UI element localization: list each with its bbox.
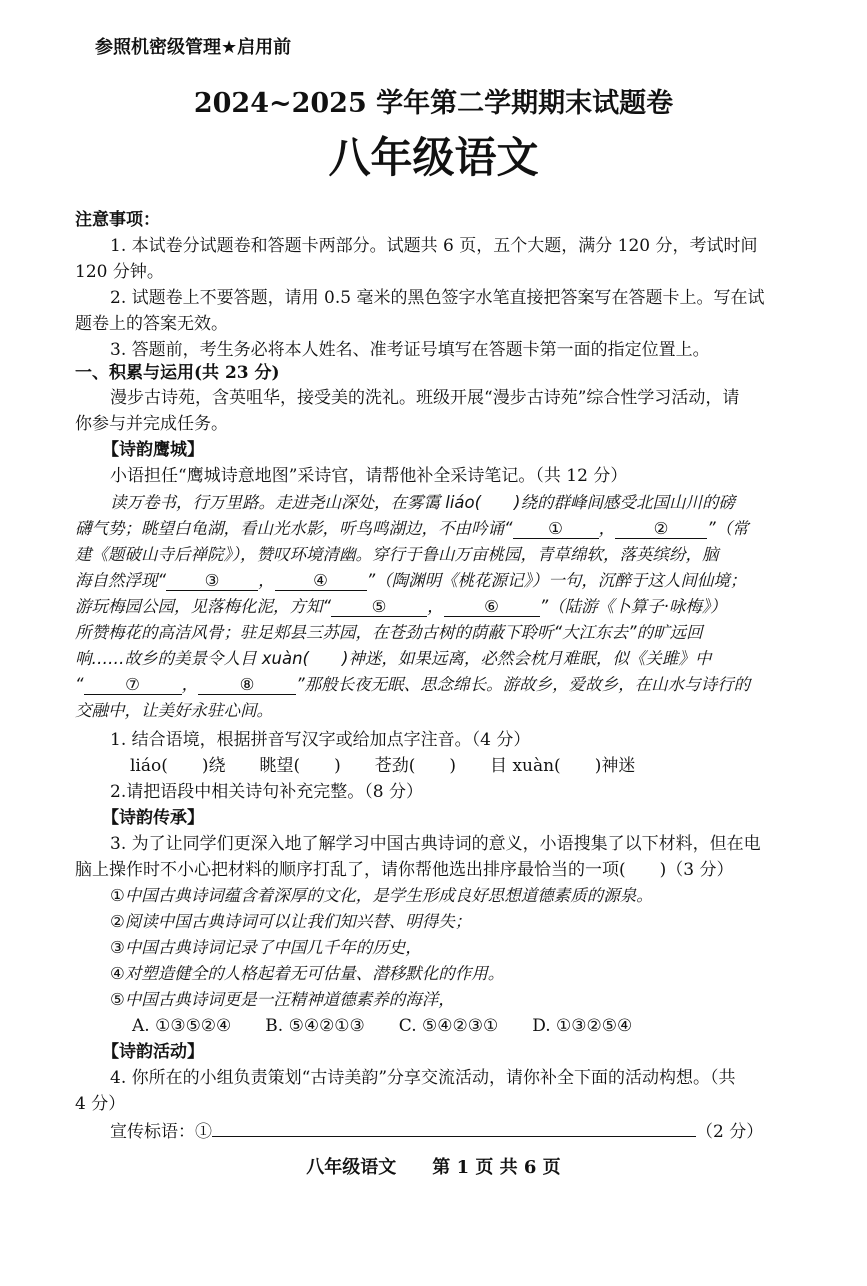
blank-8[interactable]: ⑧ xyxy=(198,676,296,695)
notice-item-1: 1. 本试卷分试题卷和答题卡两部分。试题共 6 页，五个大题，满分 120 分，考试时间 xyxy=(110,236,758,256)
notice-item-1-cont: 120 分钟。 xyxy=(75,262,164,282)
passage-line-1: 读万卷书，行万里路。走进尧山深处，在雾霭 liáo( )绕的群峰间感受北国山川的磅 xyxy=(110,493,735,512)
passage-line-9: 交融中，让美好永驻心间。 xyxy=(75,701,273,720)
question-4-cont: 4 分） xyxy=(75,1094,126,1114)
passage-line-6: 所赞梅花的高洁风骨；驻足郏县三苏园，在苍劲古树的荫蔽下聆听“大江东去”的旷远回 xyxy=(75,623,703,642)
subject-title: 八年级语文 xyxy=(328,133,539,182)
notice-item-2: 2. 试题卷上不要答题，请用 0.5 毫米的黑色签字水笔直接把答案写在答题卡上。写在试 xyxy=(110,288,765,308)
blank-5[interactable]: ⑤ xyxy=(331,598,427,617)
slogan-label: 宣传标语：① xyxy=(110,1122,212,1142)
notice-item-2-cont: 题卷上的答案无效。 xyxy=(75,314,228,334)
passage-line-4: 海自然浮现“ ③ ， ④ ”（陶渊明《桃花源记》）一句，沉醉于这人间仙境； xyxy=(75,571,747,590)
material-3: ③中国古典诗词记录了中国几千年的历史， xyxy=(110,938,422,957)
blank-3[interactable]: ③ xyxy=(166,572,258,591)
blank-4[interactable]: ④ xyxy=(275,572,367,591)
blank-1[interactable]: ① xyxy=(513,520,599,539)
passage-line-5: 游玩梅园公园，见落梅化泥，方知“ ⑤ ， ⑥ ”（陆游《卜算子·咏梅》） xyxy=(75,597,727,616)
answer-options: A. ①③⑤②④ B. ⑤④②①③ C. ⑤④②③① D. ①③②⑤④ xyxy=(132,1016,633,1036)
subsection-heading-2: 【诗韵传承】 xyxy=(102,808,204,828)
subsection-heading-1: 【诗韵鹰城】 xyxy=(102,440,204,460)
blank-2[interactable]: ② xyxy=(615,520,707,539)
slogan-score: （2 分） xyxy=(696,1122,764,1142)
section-intro: 漫步古诗苑，含英咀华，接受美的洗礼。班级开展“漫步古诗苑”综合性学习活动，请 xyxy=(110,388,740,408)
blank-7[interactable]: ⑦ xyxy=(84,676,182,695)
material-4: ④对塑造健全的人格起着无可估量、潜移默化的作用。 xyxy=(110,964,505,983)
passage-line-2: 礴气势；眺望白龟湖，看山光水影，听鸟鸣湖边，不由吟诵“ ① ， ② ”（常 xyxy=(75,519,749,538)
slogan-row xyxy=(110,1120,763,1142)
slogan-answer-line[interactable] xyxy=(212,1120,696,1137)
question-3: 3. 为了让同学们更深入地了解学习中国古典诗词的意义，小语搜集了以下材料，但在电 xyxy=(110,834,761,854)
notice-item-3: 3. 答题前，考生务必将本人姓名、准考证号填写在答题卡第一面的指定位置上。 xyxy=(110,340,710,360)
material-1: ①中国古典诗词蕴含着深厚的文化，是学生形成良好思想道德素质的源泉。 xyxy=(110,886,653,905)
section-heading: 一、积累与运用(共 23 分) xyxy=(75,363,280,383)
subsection-heading-3: 【诗韵活动】 xyxy=(102,1042,204,1062)
passage-line-8: “ ⑦ ， ⑧ ”那般长夜无眠、思念绵长。游故乡，爱故乡，在山水与诗行的 xyxy=(75,675,751,694)
exam-title: 2024~2025 学年第二学期期末试题卷 xyxy=(193,88,674,119)
task-1-prompt: 小语担任“鹰城诗意地图”采诗官，请帮他补全采诗笔记。（共 12 分） xyxy=(110,466,628,486)
page-footer: 八年级语文 第 1 页 共 6 页 xyxy=(306,1157,561,1178)
passage-line-3: 建《题破山寺后禅院》），赞叹环境清幽。穿行于鲁山万亩桃园，青草绵软，落英缤纷，脑 xyxy=(75,545,719,564)
question-1-items: liáo( )绕 眺望( ) 苍劲( ) 目 xuàn( )神迷 xyxy=(130,756,636,776)
question-1: 1. 结合语境，根据拼音写汉字或给加点字注音。（4 分） xyxy=(110,730,531,750)
material-5: ⑤中国古典诗词更是一汪精神道德素养的海洋， xyxy=(110,990,455,1009)
passage-line-7: 响……故乡的美景令人目 xuàn( )神迷，如果远离，必然会枕月难眠，似《关雎》中 xyxy=(75,649,712,668)
question-4: 4. 你所在的小组负责策划“古诗美韵”分享交流活动，请你补全下面的活动构想。（共 xyxy=(110,1068,736,1088)
question-2: 2.请把语段中相关诗句补充完整。（8 分） xyxy=(110,782,423,802)
material-2: ②阅读中国古典诗词可以让我们知兴替、明得失； xyxy=(110,912,472,931)
blank-6[interactable]: ⑥ xyxy=(444,598,540,617)
section-intro-cont: 你参与并完成任务。 xyxy=(75,414,228,434)
confidential-label: 参照机密级管理★启用前 xyxy=(95,37,292,58)
question-3-cont: 脑上操作时不小心把材料的顺序打乱了，请你帮他选出排序最恰当的一项( )（3 分） xyxy=(75,860,734,880)
notice-heading: 注意事项： xyxy=(75,210,160,230)
